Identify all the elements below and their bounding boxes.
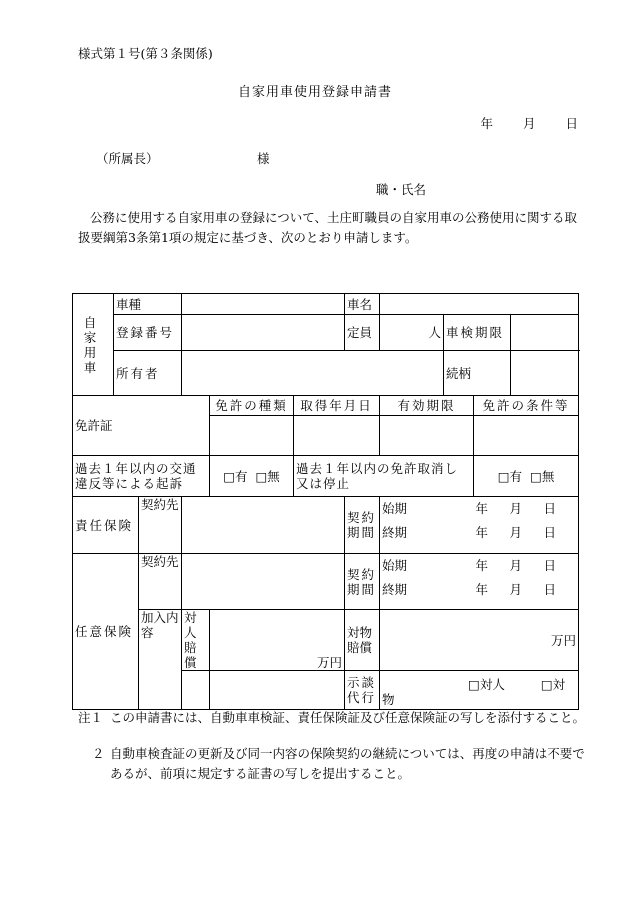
voluntary-start-label: 始期 — [382, 558, 408, 573]
car-name-field[interactable] — [380, 294, 579, 315]
note-2 — [78, 744, 588, 784]
date-month-label: 月 — [522, 116, 536, 131]
voluntary-contractor-field[interactable] — [182, 554, 345, 610]
valid-period-label: 有効期限 — [380, 396, 474, 416]
property-damage-unit: 万円 — [551, 632, 577, 648]
acquired-date-label: 取得年月日 — [294, 396, 380, 416]
liability-end-day: 日 — [543, 525, 557, 540]
honorific: 様 — [257, 151, 270, 166]
car-type-field[interactable] — [182, 294, 345, 315]
property-damage-label: 対物賠償 — [345, 610, 380, 671]
car-type-label: 車種 — [114, 294, 182, 315]
coverage-label: 加入内容 — [139, 610, 182, 710]
voluntary-end-day: 日 — [543, 582, 557, 597]
voluntary-period-field[interactable] — [380, 554, 579, 610]
license-conditions-field[interactable] — [474, 416, 579, 456]
inspection-expiry-field[interactable] — [511, 315, 579, 351]
liability-start-day: 日 — [543, 501, 557, 516]
liability-period-label: 契約期間 — [345, 497, 380, 554]
document-title: 自家用車使用登録申請書 — [237, 85, 392, 100]
coverage-blank-1 — [182, 671, 210, 710]
applicant-label: 職・氏名 — [376, 182, 427, 197]
voluntary-end-label: 終期 — [382, 582, 408, 597]
liability-period-field[interactable] — [380, 497, 579, 554]
capacity-field[interactable] — [380, 315, 444, 351]
valid-period-field[interactable] — [380, 416, 474, 456]
traffic-violation-no-checkbox[interactable]: □無 — [255, 468, 280, 484]
license-type-field[interactable] — [210, 416, 294, 456]
date-line — [454, 114, 578, 132]
date-year-label: 年 — [480, 116, 493, 131]
owner-label: 所有者 — [114, 351, 182, 396]
voluntary-insurance-label: 任意保険 — [73, 554, 139, 710]
capacity-unit: 人 — [428, 325, 442, 340]
voluntary-start-month: 月 — [509, 558, 523, 573]
voluntary-contractor-label: 契約先 — [139, 554, 182, 610]
traffic-violation-options — [210, 456, 294, 497]
property-damage-field[interactable] — [380, 610, 579, 671]
liability-contractor-field[interactable] — [182, 497, 345, 554]
settlement-person-checkbox[interactable]: □対人 — [468, 677, 505, 692]
car-name-label: 車名 — [345, 294, 380, 315]
note-1-number: 注１ — [78, 710, 104, 725]
addressee: （所属長） — [96, 151, 159, 166]
acquired-date-field[interactable] — [294, 416, 380, 456]
note-1 — [78, 708, 588, 728]
voluntary-end-month: 月 — [509, 582, 523, 597]
coverage-blank-2 — [210, 671, 345, 710]
settlement-property-checkbox[interactable]: □対物 — [382, 677, 566, 707]
license-type-label: 免許の種類 — [210, 396, 294, 416]
liability-start-month: 月 — [509, 501, 523, 516]
voluntary-start-year: 年 — [475, 558, 489, 573]
liability-insurance-label: 責任保険 — [73, 497, 139, 554]
form-number: 様式第１号(第３条関係) — [78, 46, 213, 61]
bodily-injury-unit: 万円 — [317, 655, 343, 670]
bodily-injury-label: 対人賠償 — [182, 610, 210, 671]
date-day-label: 日 — [565, 116, 578, 131]
note-1-text: この申請書には、自動車車検証、責任保険証及び任意保険証の写しを添付すること。 — [110, 710, 586, 725]
license-revocation-no-checkbox[interactable]: □無 — [530, 468, 555, 484]
liability-end-label: 終期 — [382, 525, 408, 540]
note-2-number: ２ — [92, 746, 105, 761]
registration-no-label: 登録番号 — [114, 315, 182, 351]
traffic-violation-yes-checkbox[interactable]: □有 — [223, 468, 248, 484]
voluntary-end-year: 年 — [475, 582, 489, 597]
license-conditions-label: 免許の条件等 — [474, 396, 579, 416]
notes-section — [78, 708, 588, 800]
traffic-violation-label: 過去１年以内の交通違反等による起訴 — [73, 456, 210, 497]
inspection-expiry-label: 車検期限 — [444, 315, 511, 351]
capacity-label: 定員 — [345, 315, 380, 351]
registration-no-field[interactable] — [182, 315, 345, 351]
liability-end-year: 年 — [475, 525, 489, 540]
license-revocation-yes-checkbox[interactable]: □有 — [497, 468, 523, 484]
relation-label: 続柄 — [444, 351, 511, 396]
liability-start-label: 始期 — [382, 501, 408, 516]
voluntary-start-day: 日 — [543, 558, 557, 573]
liability-start-year: 年 — [475, 501, 489, 516]
relation-field[interactable] — [511, 351, 579, 396]
note-2-text: 自動車検査証の更新及び同一内容の保険契約の継続については、再度の申請は不要であるが、前項に規定する証書の写しを提出すること。 — [110, 746, 585, 781]
license-revocation-label: 過去１年以内の免許取消し又は停止 — [294, 456, 474, 497]
liability-contractor-label: 契約先 — [139, 497, 182, 554]
bodily-injury-field[interactable] — [210, 610, 345, 671]
license-revocation-options — [474, 456, 579, 497]
license-label: 免許証 — [73, 396, 210, 456]
settlement-agent-label: 示談代行 — [345, 671, 380, 710]
owner-field[interactable] — [182, 351, 444, 396]
private-car-label: 自家用車 — [73, 294, 114, 396]
settlement-options — [380, 671, 579, 710]
liability-end-month: 月 — [509, 525, 523, 540]
application-table — [72, 293, 579, 710]
body-text: 公務に使用する自家用車の登録について、土庄町職員の自家用車の公務使用に関する取扱要綱第3条第1項の規定に基づき、次のとおり申請します。 — [78, 210, 578, 245]
voluntary-period-label: 契約期間 — [345, 554, 380, 610]
